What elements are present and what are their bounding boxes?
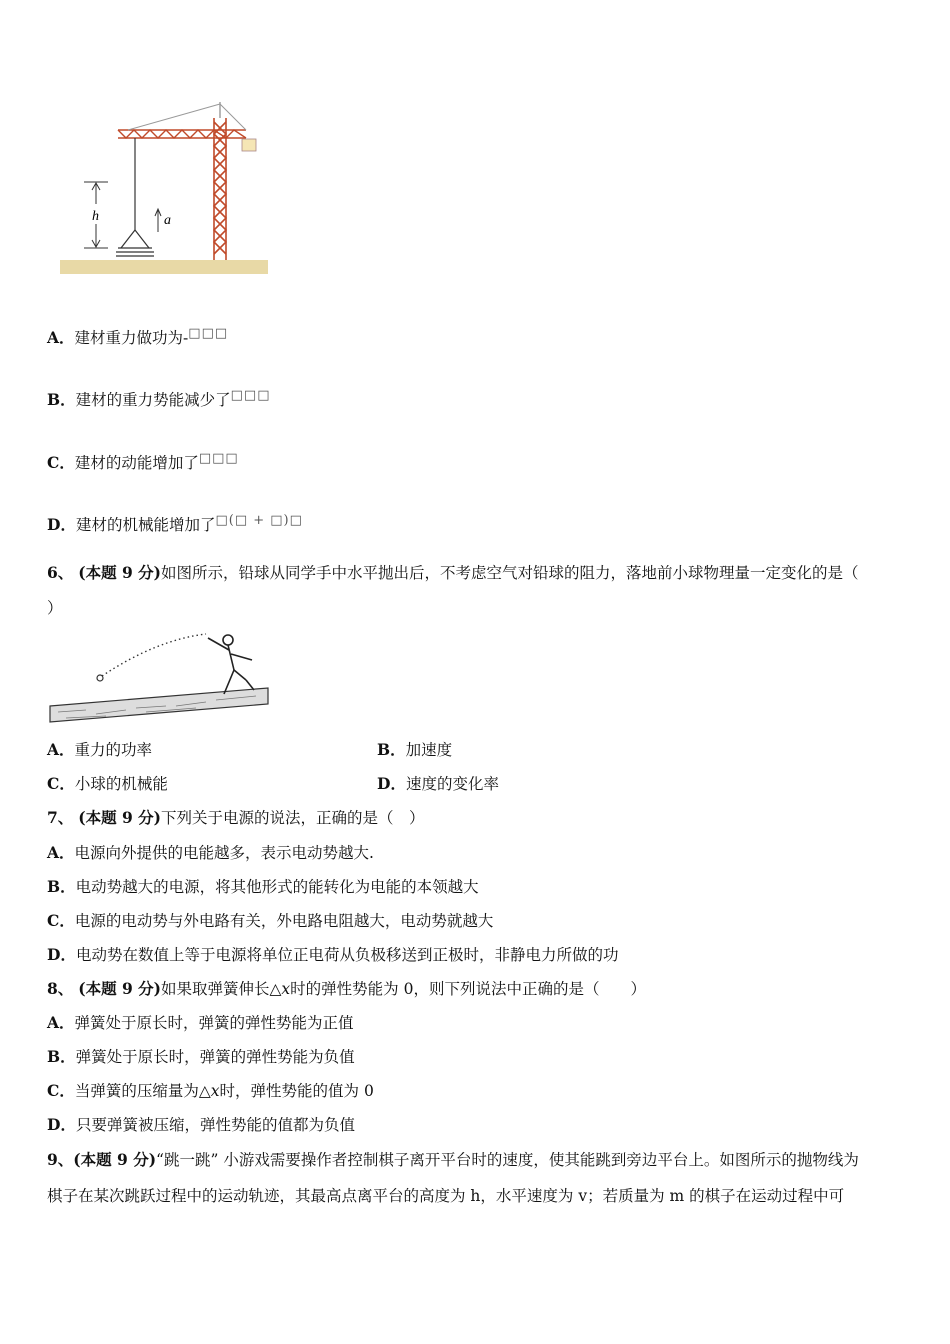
q6-option-d: D．速度的变化率 [377,774,499,793]
crane-figure [58,98,270,278]
formula-placeholder: □(□ + □)□ [215,513,303,528]
q8-option-b: B．弹簧处于原长时，弹簧的弹性势能为负值 [47,1047,355,1066]
q7-option-c: C．电源的电动势与外电路有关，外电路电阻越大，电动势就越大 [47,911,494,930]
label-a: a [164,213,171,228]
q7-stem: 7、 (本题 9 分)下列关于电源的说法，正确的是（ ） [47,808,425,827]
formula-placeholder: □□□ [188,326,229,341]
trajectory [102,634,206,676]
q7-option-a: A．电源向外提供的电能越多，表示电动势越大. [47,843,374,862]
crane-tower [214,118,226,260]
label-h: h [92,209,99,224]
shot-put-figure [46,628,272,726]
q7-option-d: D．电动势在数值上等于电源将单位正电荷从负极移送到正极时，非静电力所做的功 [47,945,619,964]
counterweight [242,139,256,151]
athlete [208,635,254,694]
q5-option-d: D．建材的机械能增加了□(□ + □)□ [47,513,303,534]
shot-ball [97,675,103,681]
q6-option-a: A．重力的功率 [47,740,153,759]
q9-stem-line-1: 9、(本题 9 分)“跳一跳” 小游戏需要操作者控制棋子离开平台时的速度，使其能跳到旁边平台上。如图所示的抛物线为 [47,1150,859,1169]
q6-stem-cont: ） [47,599,63,617]
load [116,230,154,256]
q6-stem: 6、 (本题 9 分)如图所示，铅球从同学手中水平抛出后，不考虑空气对铅球的阻力，落地前小球物理量一定变化的是（ [47,563,859,582]
formula-placeholder: □□□ [230,388,271,403]
q5-option-c: C．建材的动能增加了□□□ [47,451,239,472]
formula-placeholder: □□□ [198,451,239,466]
q6-option-c: C．小球的机械能 [47,774,168,793]
q8-option-d: D．只要弹簧被压缩，弹性势能的值都为负值 [47,1115,355,1134]
q8-option-c: C．当弹簧的压缩量为△x时，弹性势能的值为 0 [47,1081,374,1100]
q9-stem-line-2: 棋子在某次跳跃过程中的运动轨迹，其最高点离平台的高度为 h，水平速度为 v；若质量为 m 的棋子在运动过程中可 [47,1187,845,1205]
q8-option-a: A．弹簧处于原长时，弹簧的弹性势能为正值 [47,1013,354,1032]
q5-option-b: B．建材的重力势能减少了□□□ [47,388,271,409]
q5-option-a: A．建材重力做功为-□□□ [47,326,229,347]
acceleration-arrow [155,209,161,232]
q8-stem: 8、 (本题 9 分)如果取弹簧伸长△x时的弹性势能为 0，则下列说法中正确的是（ ） [47,979,646,998]
q6-option-b: B．加速度 [377,740,453,759]
ground [60,260,268,274]
q7-option-b: B．电动势越大的电源，将其他形式的能转化为电能的本领越大 [47,877,479,896]
